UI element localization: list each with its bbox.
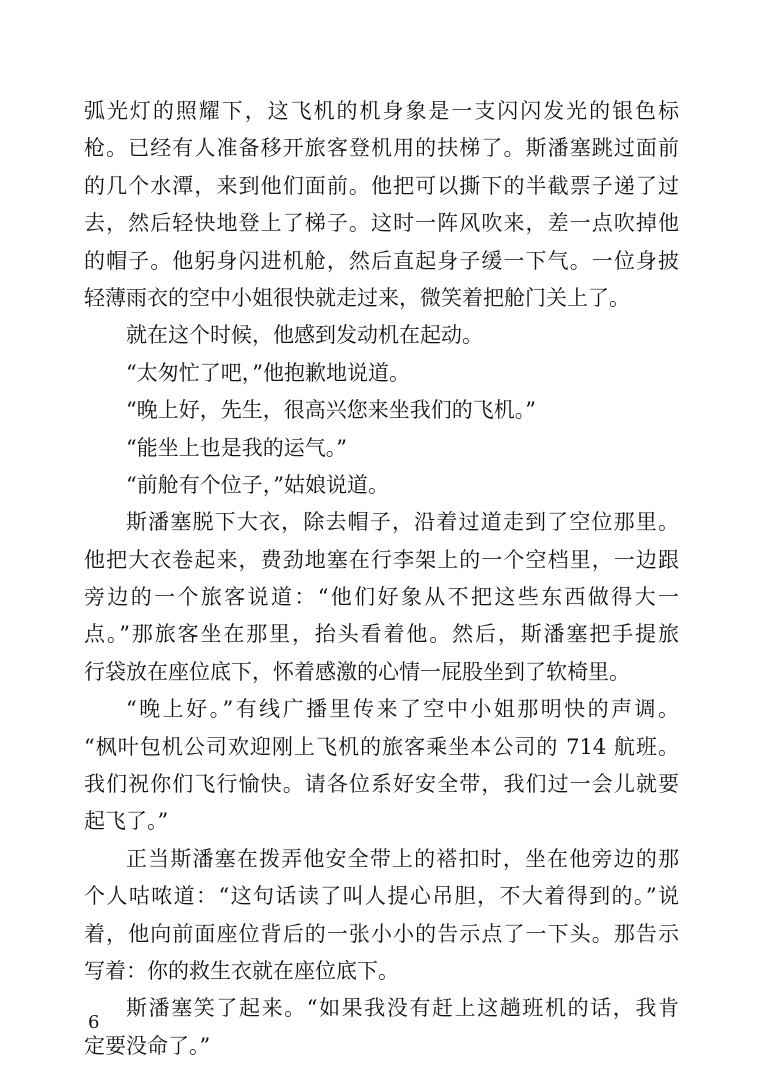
text-line: 斯潘塞笑了起来。“如果我没有赶上这趟班机的话，我肯: [126, 996, 679, 1021]
text-line: 我们祝你们飞行愉快。请各位系好安全带，我们过一会儿就要: [84, 772, 679, 797]
text-line: 个人咕哝道：“这句话读了叫人提心吊胆，不大着得到的。”说: [84, 884, 679, 909]
page-number: 6: [88, 1012, 100, 1033]
text-line: 正当斯潘塞在拨弄他安全带上的褡扣时，坐在他旁边的那: [126, 846, 679, 871]
page-body: [84, 93, 679, 1065]
text-line: “太匆忙了吧，”他抱歉地说道。: [126, 360, 410, 385]
text-line: 去，然后轻快地登上了梯子。这时一阵风吹来，差一点吹掉他: [84, 211, 679, 236]
text-line: 就在这个时候，他感到发动机在起动。: [126, 323, 483, 348]
text-line: “晚上好，先生，很高兴您来坐我们的飞机。”: [126, 398, 536, 423]
text-line: 点。”那旅客坐在那里，抬头看着他。然后，斯潘塞把手提旅: [84, 622, 679, 647]
text-line: 起飞了。”: [84, 809, 169, 834]
text-line: 弧光灯的照耀下，这飞机的机身象是一支闪闪发光的银色标: [84, 99, 679, 123]
text-line: 的帽子。他躬身闪进机舱，然后直起身子缓一下气。一位身披: [84, 248, 679, 273]
text-line: 旁边的一个旅客说道：“他们好象从不把这些东西做得大一: [84, 585, 679, 610]
text-line: “能坐上也是我的运气。”: [126, 435, 347, 460]
text-line: 的几个水潭，来到他们面前。他把可以撕下的半截票子递了过: [84, 173, 679, 198]
text-line: 枪。已经有人准备移开旅客登机用的扶梯了。斯潘塞跳过面前: [84, 136, 679, 161]
text-line: 着，他向前面座位背后的一张小小的告示点了一下头。那告示: [84, 921, 679, 946]
text-line: “枫叶包机公司欢迎刚上飞机的旅客乘坐本公司的 714 航班。: [84, 734, 679, 759]
text-line: “晚上好。”有线广播里传来了空中小姐那明快的声调。: [126, 697, 679, 722]
text-line: “前舱有个位子，”姑娘说道。: [126, 472, 389, 497]
text-line: 他把大衣卷起来，费劲地塞在行李架上的一个空档里，一边跟: [84, 547, 679, 572]
text-line: 斯潘塞脱下大衣，除去帽子，沿着过道走到了空位那里。: [126, 510, 679, 535]
text-line: 写着：你的救生衣就在座位底下。: [84, 958, 399, 983]
text-line: 轻薄雨衣的空中小姐很快就走过来，微笑着把舱门关上了。: [84, 285, 630, 310]
text-line: 行袋放在座位底下，怀着感激的心情一屁股坐到了软椅里。: [84, 659, 630, 684]
text-line: 定要没命了。”: [84, 1033, 211, 1058]
